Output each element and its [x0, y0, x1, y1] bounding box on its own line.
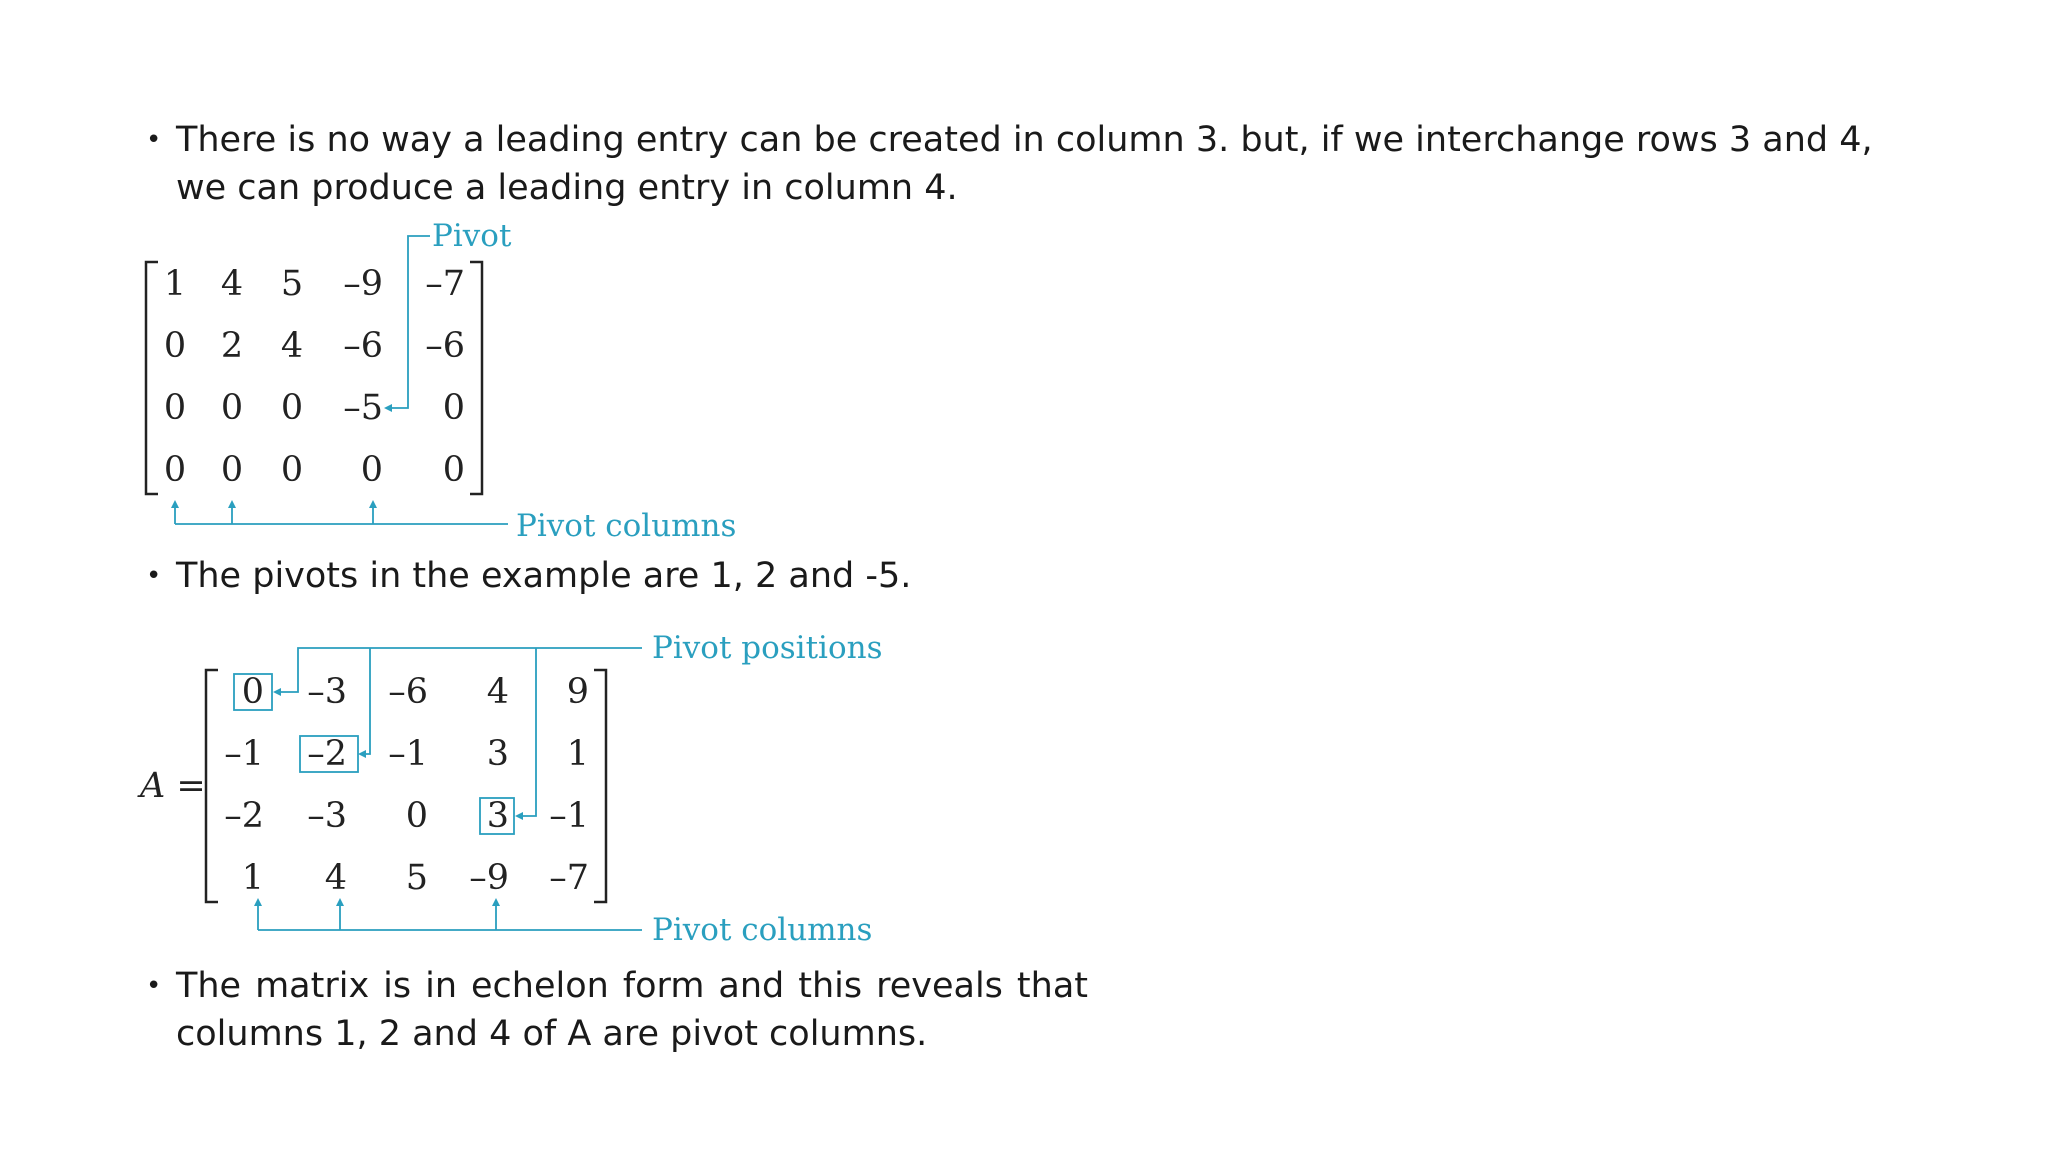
m2-cell: –3 — [307, 672, 347, 712]
m2-cell: 1 — [566, 734, 589, 774]
m2-cell: 0 — [241, 672, 264, 712]
m1-cell: 0 — [220, 388, 244, 428]
matrix-1-right-bracket — [470, 262, 482, 494]
bullet-3-text: The matrix is in echelon form and this reveals that columns 1, 2 and 4 of A are pivot columns. — [176, 966, 1088, 1054]
m1-cell: 5 — [280, 264, 304, 304]
m2-pivot-arrow-icon — [273, 688, 281, 696]
matrix-1-left-bracket — [146, 262, 158, 494]
m1-pivot-columns-line — [175, 506, 508, 524]
m2-cell: 3 — [486, 734, 509, 774]
m2-cell: –2 — [307, 734, 347, 774]
m1-pivot-line — [390, 236, 430, 408]
m1-pivot-columns-label: Pivot columns — [516, 508, 737, 544]
m1-cell: –9 — [343, 264, 383, 304]
m2-cell: 9 — [566, 672, 589, 712]
m2-column-arrow-icon — [336, 898, 344, 906]
m1-column-arrow-icon — [228, 500, 236, 508]
m1-column-arrow-icon — [171, 500, 179, 508]
m2-cell: –2 — [224, 796, 264, 836]
bullet-dot-icon: • — [146, 561, 162, 591]
m1-cell: 2 — [220, 326, 244, 366]
m2-cell: 3 — [486, 796, 509, 836]
m2-cell: –7 — [549, 858, 589, 898]
matrix-2 — [137, 630, 883, 948]
m2-cell: 0 — [405, 796, 428, 836]
matrix-1 — [146, 218, 736, 544]
m1-cell: 0 — [163, 326, 187, 366]
m1-cell: 0 — [220, 450, 244, 490]
m1-column-arrow-icon — [369, 500, 377, 508]
m2-pivot-columns-label: Pivot columns — [652, 912, 873, 948]
m2-cell: –3 — [307, 796, 347, 836]
m2-cell: 4 — [486, 672, 509, 712]
m2-cell: 5 — [405, 858, 428, 898]
m2-cell: –6 — [388, 672, 428, 712]
m1-pivot-label: Pivot — [432, 218, 512, 254]
bullet-dot-icon: • — [146, 971, 162, 1001]
m2-pivot-arrow-icon — [515, 812, 523, 820]
m1-cell: 0 — [280, 388, 304, 428]
m2-pivot-arrow-icon — [358, 750, 366, 758]
m2-cell: –1 — [388, 734, 428, 774]
m2-pivot-positions-label: Pivot positions — [652, 630, 883, 666]
bullet-1-text: There is no way a leading entry can be created in column 3. but, if we interchange rows 3 and 4, we can produce a leading entry in column 4. — [176, 120, 1873, 208]
m1-pivot-arrow-icon — [384, 404, 392, 412]
m1-cell: 0 — [163, 450, 187, 490]
m2-name-label: A = — [140, 766, 206, 806]
m1-cell: 4 — [280, 326, 304, 366]
m2-pivot-columns-line — [258, 904, 642, 930]
matrix-2-right-bracket — [594, 670, 606, 902]
matrix-2-left-bracket — [206, 670, 218, 902]
m1-cell: 4 — [220, 264, 244, 304]
m2-cell: 4 — [324, 858, 347, 898]
m2-cell: –1 — [549, 796, 589, 836]
m1-cell: 0 — [360, 450, 383, 490]
m2-cell: –9 — [469, 858, 509, 898]
m2-column-arrow-icon — [254, 898, 262, 906]
m2-column-arrow-icon — [492, 898, 500, 906]
m1-cell: –6 — [343, 326, 383, 366]
m1-cell: 0 — [163, 388, 187, 428]
m1-cell: 0 — [442, 388, 465, 428]
m1-cell: 1 — [163, 264, 187, 304]
m1-cell: –6 — [425, 326, 465, 366]
m2-cell: 1 — [241, 858, 264, 898]
bullet-dot-icon: • — [146, 125, 162, 155]
m1-cell: –7 — [425, 264, 465, 304]
m1-cell: 0 — [280, 450, 304, 490]
m1-cell: 0 — [442, 450, 465, 490]
m2-cell: –1 — [224, 734, 264, 774]
m1-cell: –5 — [343, 388, 383, 428]
bullet-2-text: The pivots in the example are 1, 2 and -5. — [176, 556, 912, 596]
